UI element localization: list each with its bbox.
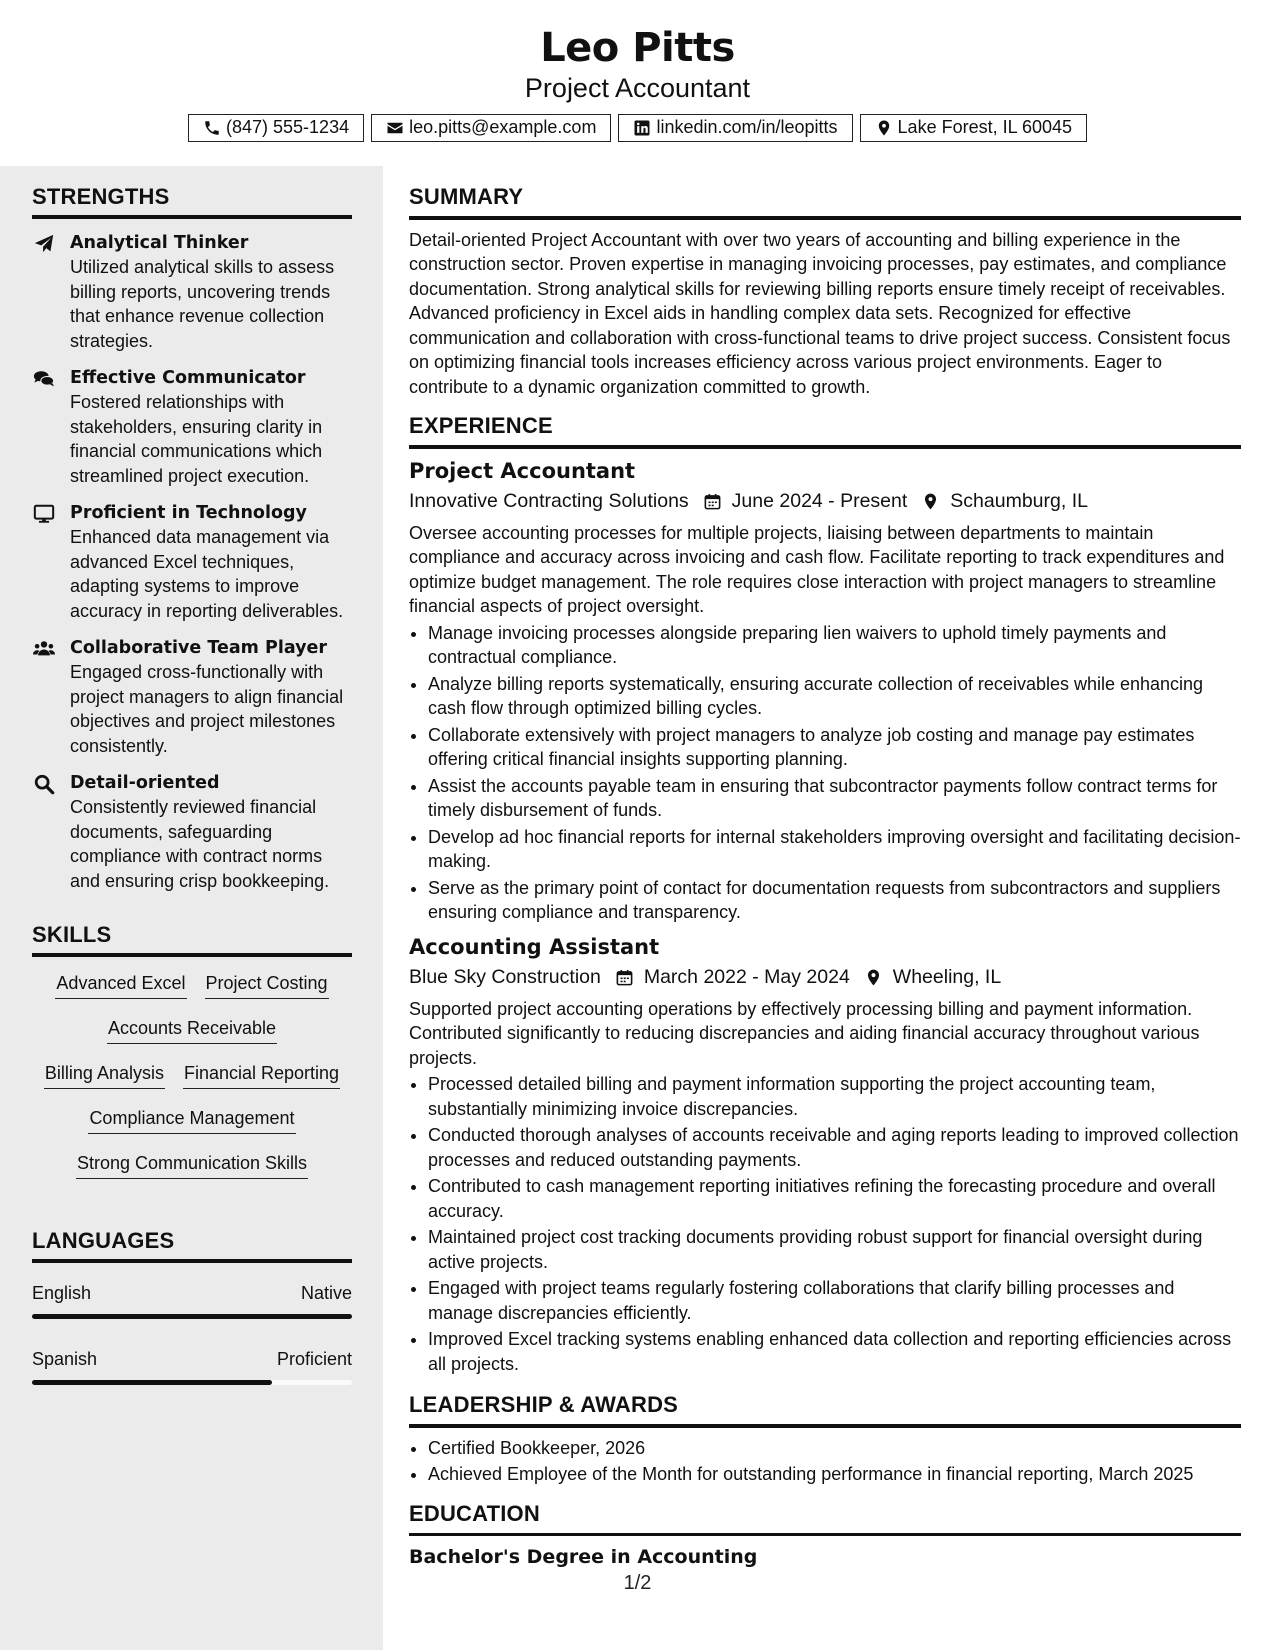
award-item: • Achieved Employee of the Month for outstanding performance in financial reporting, March 2025 — [428, 1462, 1241, 1487]
job-bullet: • Maintained project cost tracking documents providing robust support for financial oversight during active projects. — [428, 1225, 1241, 1274]
strength-title: Collaborative Team Player — [70, 638, 328, 658]
strength-item — [32, 771, 352, 893]
users-icon — [32, 638, 56, 660]
awards-list — [409, 1436, 1241, 1487]
candidate-title: Project Accountant — [524, 73, 751, 103]
comments-icon — [32, 368, 56, 390]
strengths-heading: STRENGTHS — [32, 184, 170, 209]
language-proficiency-bar — [32, 1380, 352, 1385]
strength-description: Utilized analytical skills to assess billing reports, uncovering trends that enhance revenue collection strategies. — [70, 257, 335, 351]
job-meta — [409, 490, 1241, 513]
phone-icon — [203, 119, 221, 137]
skill-tag: Compliance Management — [88, 1106, 295, 1134]
map-pin-icon — [864, 968, 883, 987]
map-pin-icon — [921, 492, 940, 511]
strength-description: Consistently reviewed financial documents, safeguarding compliance with contract norms and ensuring crisp bookkeeping. — [70, 797, 330, 891]
award-item: • Certified Bookkeeper, 2026 — [428, 1436, 1241, 1461]
contact-location-text: Lake Forest, IL 60045 — [897, 117, 1072, 138]
contact-bar — [0, 114, 1275, 142]
search-icon — [32, 773, 56, 795]
contact-phone-text: (847) 555-1234 — [226, 117, 350, 138]
job-entry — [409, 459, 1241, 925]
language-name: Spanish — [32, 1349, 98, 1369]
section-divider — [32, 953, 352, 957]
job-bullet: • Assist the accounts payable team in ensuring that subcontractor payments follow contract terms for timely disbursement of funds. — [428, 774, 1241, 823]
section-divider — [32, 215, 352, 219]
language-proficiency-bar — [32, 1314, 352, 1319]
section-divider — [32, 1259, 352, 1263]
resume-header — [0, 0, 1275, 166]
skill-tag: Accounts Receivable — [107, 1016, 277, 1044]
contact-linkedin[interactable] — [618, 114, 852, 142]
job-bullet: • Engaged with project teams regularly fostering collaborations that clarify billing processes and manage discrepancies efficiently. — [428, 1276, 1241, 1325]
job-location: Schaumburg, IL — [950, 489, 1088, 512]
section-divider — [409, 1533, 1241, 1537]
experience-section — [409, 413, 1241, 1376]
skill-tag: Billing Analysis — [44, 1061, 165, 1089]
languages-section — [32, 1228, 352, 1385]
job-dates: June 2024 - Present — [731, 489, 908, 512]
strength-title: Effective Communicator — [70, 368, 306, 388]
contact-linkedin-text: linkedin.com/in/leopitts — [656, 117, 838, 138]
strength-item — [32, 231, 352, 353]
summary-section — [409, 184, 1241, 399]
skill-tag: Strong Communication Skills — [76, 1151, 308, 1179]
summary-heading: SUMMARY — [409, 184, 524, 209]
desktop-icon — [32, 503, 56, 525]
job-bullet: • Contributed to cash management reporting initiatives refining the forecasting procedure and overall accuracy. — [428, 1174, 1241, 1223]
section-divider — [409, 1424, 1241, 1428]
job-bullet: • Improved Excel tracking systems enabling enhanced data collection and reporting efficiencies across all projects. — [428, 1327, 1241, 1376]
strength-title: Detail-oriented — [70, 773, 220, 793]
sidebar — [0, 166, 383, 1650]
job-bullets — [409, 1072, 1241, 1376]
strength-description: Enhanced data management via advanced Excel techniques, adapting systems to improve accuracy in reporting deliverables. — [70, 527, 344, 621]
contact-email-text: leo.pitts@example.com — [409, 117, 597, 138]
language-level: Native — [300, 1283, 352, 1303]
languages-heading: LANGUAGES — [32, 1228, 175, 1253]
calendar-icon — [703, 492, 722, 511]
awards-section — [409, 1392, 1241, 1487]
job-bullet: • Collaborate extensively with project managers to analyze job costing and manage pay estimates offering critical financial insights supporting planning. — [428, 723, 1241, 772]
job-title: Project Accountant — [409, 458, 636, 483]
strength-item — [32, 501, 352, 623]
page-number: 1/2 — [623, 1572, 652, 1594]
education-degree: Bachelor's Degree in Accounting — [409, 1546, 758, 1569]
skills-section — [32, 922, 352, 1196]
language-name: English — [32, 1283, 92, 1303]
strength-description: Fostered relationships with stakeholders, ensuring clarity in financial communications which streamlined project execution. — [70, 392, 323, 486]
job-bullet: • Processed detailed billing and payment information supporting the project accounting team, substantially minimizing invoice discrepancies. — [428, 1072, 1241, 1121]
skills-list — [32, 971, 352, 1196]
skill-tag: Advanced Excel — [55, 971, 186, 999]
language-proficiency-fill — [32, 1314, 352, 1319]
main-content — [409, 166, 1241, 1568]
strength-item — [32, 636, 352, 758]
paper-plane-icon — [32, 233, 56, 255]
envelope-icon — [386, 119, 404, 137]
job-bullet: • Manage invoicing processes alongside preparing lien waivers to uphold timely payments and contractual compliance. — [428, 621, 1241, 670]
contact-email[interactable] — [371, 114, 611, 142]
section-divider — [409, 445, 1241, 449]
experience-heading: EXPERIENCE — [409, 413, 553, 438]
awards-heading: LEADERSHIP & AWARDS — [409, 1392, 679, 1418]
skill-tag: Financial Reporting — [183, 1061, 340, 1089]
language-proficiency-fill — [32, 1380, 272, 1385]
contact-phone[interactable] — [188, 114, 364, 142]
job-entry — [409, 935, 1241, 1377]
job-description: Supported project accounting operations by effectively processing billing and payment information. Contributed significantly to reducing discrepancies and aiding financial accuracy throughout various projects. — [409, 998, 1200, 1068]
candidate-name: Leo Pitts — [540, 25, 735, 71]
job-company: Innovative Contracting Solutions — [409, 489, 689, 512]
strength-title: Proficient in Technology — [70, 503, 307, 523]
section-divider — [409, 216, 1241, 220]
job-title: Accounting Assistant — [409, 934, 660, 959]
language-item — [32, 1349, 352, 1385]
skills-heading: SKILLS — [32, 922, 112, 947]
job-bullet: • Serve as the primary point of contact for documentation requests from subcontractors and suppliers ensuring compliance and transparency. — [428, 876, 1241, 925]
linkedin-icon — [633, 119, 651, 137]
strengths-section — [32, 184, 352, 893]
contact-location[interactable] — [860, 114, 1087, 142]
education-section — [409, 1501, 1241, 1569]
job-company: Blue Sky Construction — [409, 965, 601, 988]
strength-description: Engaged cross-functionally with project managers to align financial objectives and project milestones consistently. — [70, 662, 344, 756]
strength-item — [32, 366, 352, 488]
job-bullet: • Analyze billing reports systematically, ensuring accurate collection of receivables while enhancing cash flow through optimized billing cycles. — [428, 672, 1241, 721]
language-level: Proficient — [276, 1349, 352, 1369]
job-location: Wheeling, IL — [892, 965, 1002, 988]
job-bullet: • Conducted thorough analyses of accounts receivable and aging reports leading to improved collection processes and reduced outstanding payments. — [428, 1123, 1241, 1172]
strength-title: Analytical Thinker — [70, 233, 249, 253]
job-description: Oversee accounting processes for multiple projects, liaising between departments to maintain compliance and accuracy across invoicing and cash flow. Facilitate reporting to track expenditures and optimize budget management. The role requires close interaction with project managers to streamline financial aspects of project oversight. — [409, 522, 1225, 617]
calendar-icon — [615, 968, 634, 987]
map-pin-icon — [875, 119, 893, 137]
summary-text: Detail-oriented Project Accountant with over two years of accounting and billing experience in the construction sector. Proven expertise in managing invoicing processes, pay estimates, and compliance documentation. Strong analytical skills for reviewing billing reports ensure timely receipt of receivables. Advanced proficiency in Excel aids in handling complex data sets. Recognized for effective communication and collaboration with cross-functional teams to drive project success. Consistent focus on optimizing financial tools increases efficiency across various project environments. Eager to contribute to a dynamic organization committed to growth. — [409, 229, 1231, 397]
job-dates: March 2022 - May 2024 — [643, 965, 850, 988]
job-meta — [409, 966, 1241, 989]
job-bullet: • Develop ad hoc financial reports for internal stakeholders improving oversight and facilitating decision-making. — [428, 825, 1241, 874]
job-bullets — [409, 621, 1241, 925]
language-item — [32, 1283, 352, 1319]
skill-tag: Project Costing — [205, 971, 329, 999]
education-heading: EDUCATION — [409, 1500, 540, 1526]
